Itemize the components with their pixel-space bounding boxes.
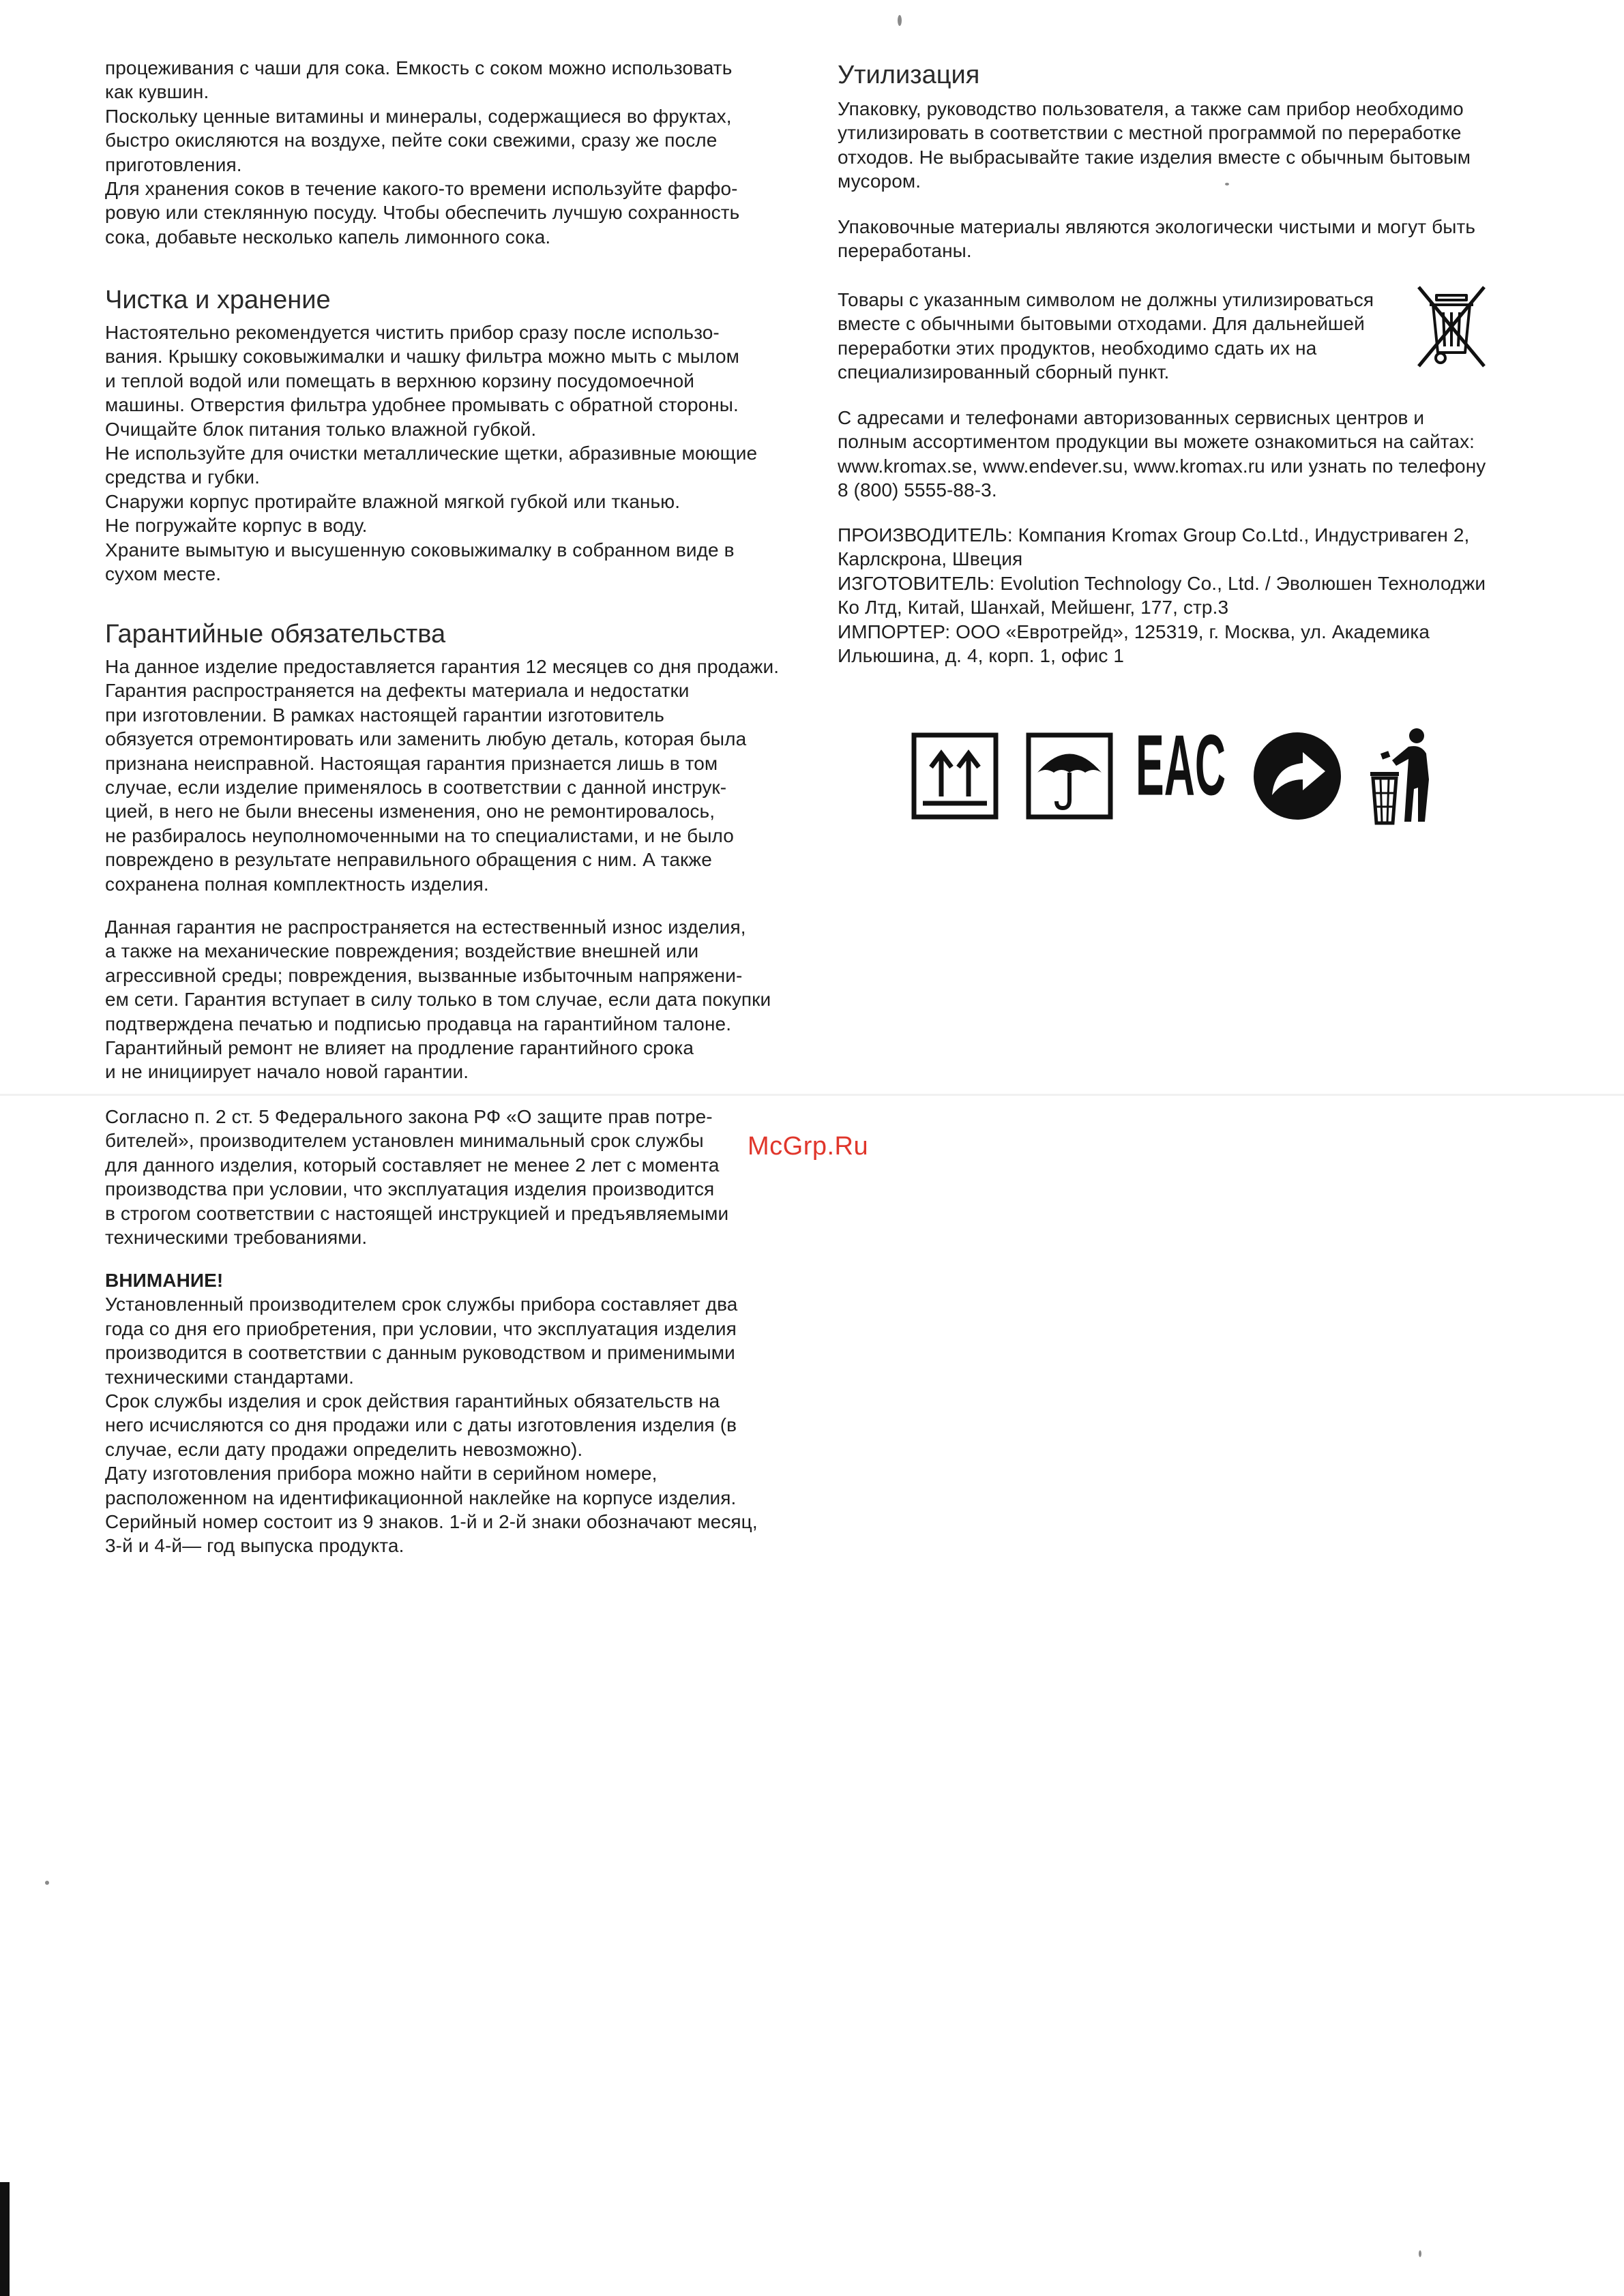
text-line: ИЗГОТОВИТЕЛЬ: Evolution Technology Co., Ltd. / Эволюшен Технолоджи (838, 572, 1486, 594)
text-line: вместе с обычными бытовыми отходами. Для дальнейшей (838, 313, 1365, 335)
text-line: Ильюшина, д. 4, корп. 1, офис 1 (838, 645, 1125, 667)
text-line: ровую или стеклянную посуду. Чтобы обеспечить лучшую сохранность (105, 202, 740, 224)
text-line: специализированный сборный пункт. (838, 361, 1170, 383)
attention-title: ВНИМАНИЕ! (105, 1270, 224, 1291)
text-line: производится в соответствии с данным руководством и применимыми (105, 1342, 735, 1364)
text-line: как кувшин. (105, 81, 209, 103)
text-line: Настоятельно рекомендуется чистить прибор сразу после использо- (105, 322, 720, 343)
scan-speck (898, 15, 902, 26)
text-line: машины. Отверстия фильтра удобнее промывать с обратной стороны. (105, 394, 739, 416)
contacts-paragraph (838, 406, 1486, 503)
text-line: него исчисляются со дня продажи или с даты изготовления изделия (в (105, 1414, 737, 1436)
text-line: вания. Крышку соковыжималки и чашку фильтра можно мыть с мылом (105, 346, 739, 368)
warranty-paragraph-2 (105, 915, 771, 1084)
text-line: производства при условии, что эксплуатация изделия производится (105, 1178, 715, 1200)
text-line: ем сети. Гарантия вступает в силу только в том случае, если дата покупки (105, 989, 771, 1011)
text-line: агрессивной среды; повреждения, вызванные избыточным напряжени- (105, 964, 743, 986)
text-line: а также на механические повреждения; воздействие внешней или (105, 940, 699, 962)
text-line: процеживания с чаши для сока. Емкость с соком можно использовать (105, 57, 733, 78)
text-line: расположенном на идентификационной наклейке на корпусе изделия. (105, 1487, 737, 1508)
text-line: сухом месте. (105, 563, 222, 585)
text-line: Товары с указанным символом не должны утилизироваться (838, 289, 1374, 310)
scan-speck (45, 1881, 49, 1885)
certification-icons-row (911, 717, 1443, 830)
scan-speck (1419, 2250, 1421, 2257)
text-line: отходов. Не выбрасывайте такие изделия вместе с обычным бытовым (838, 146, 1471, 168)
text-line: в строгом соответствии с настоящей инструкцией и предъявляемыми (105, 1202, 729, 1224)
text-line: при изготовлении. В рамках настоящей гарантии изготовитель (105, 704, 664, 726)
text-line: Карлскрона, Швеция (838, 548, 1023, 570)
text-line: ПРОИЗВОДИТЕЛЬ: Компания Kromax Group Co.Ltd., Индустриваген 2, (838, 524, 1470, 546)
text-line: Не погружайте корпус в воду. (105, 515, 368, 537)
text-line: Храните вымытую и высушенную соковыжималку в собранном виде в (105, 539, 735, 561)
text-line: Гарантия распространяется на дефекты материала и недостатки (105, 680, 690, 702)
text-line: средства и губки. (105, 466, 260, 488)
text-line: ИМПОРТЕР: ООО «Евротрейд», 125319, г. Москва, ул. Академика (838, 621, 1430, 642)
recycle-arrow-icon (1252, 730, 1344, 822)
warranty-paragraph-1 (105, 655, 779, 896)
disposal-paragraph-1 (838, 97, 1471, 194)
cleaning-paragraph (105, 320, 757, 586)
manufacturer-paragraph (838, 523, 1486, 668)
text-line: переработки этих продуктов, необходимо сдать их на (838, 337, 1317, 359)
crossed-out-wheelie-bin-icon (1411, 282, 1492, 374)
eac-mark-text: EAC (1136, 717, 1226, 814)
text-line: техническими стандартами. (105, 1366, 354, 1388)
text-line: повреждено в результате неправильного обращения с ним. А также (105, 849, 712, 871)
text-line: Согласно п. 2 ст. 5 Федерального закона РФ «О защите прав потре- (105, 1106, 713, 1127)
text-line: сока, добавьте несколько капель лимонного сока. (105, 226, 551, 248)
text-line: 8 (800) 5555-88-3. (838, 479, 997, 501)
text-line: утилизировать в соответствии с местной программой по переработке (838, 122, 1462, 144)
scan-edge-bar (0, 2182, 10, 2296)
text-line: Ко Лтд, Китай, Шанхай, Мейшенг, 177, стр.3 (838, 597, 1229, 618)
text-line: техническими требованиями. (105, 1227, 368, 1249)
text-line: Установленный производителем срок службы прибора составляет два (105, 1294, 738, 1315)
keep-dry-umbrella-icon (1025, 732, 1114, 820)
text-line: случае, если дату продажи определить невозможно). (105, 1438, 583, 1460)
text-line: Снаружи корпус протирайте влажной мягкой губкой или тканью. (105, 490, 681, 512)
text-line: года со дня его приобретения, при условии, что эксплуатация изделия (105, 1317, 737, 1339)
text-line: Упаковку, руководство пользователя, а также сам прибор необходимо (838, 98, 1464, 119)
text-line: Для хранения соков в течение какого-то времени используйте фарфо- (105, 178, 738, 200)
text-line: сохранена полная комплектность изделия. (105, 873, 489, 895)
text-line: цией, в него не были внесены изменения, оно не ремонтировалось, (105, 801, 715, 822)
text-line: Не используйте для очистки металлические щетки, абразивные моющие (105, 443, 758, 464)
text-line: Дату изготовления прибора можно найти в серийном номере, (105, 1463, 658, 1485)
text-line: быстро окисляются на воздухе, пейте соки свежими, сразу же после (105, 130, 718, 151)
text-line: признана неисправной. Настоящая гарантия признается лишь в том (105, 752, 718, 774)
text-line: Упаковочные материалы являются экологически чистыми и могут быть (838, 216, 1476, 237)
text-line: полным ассортиментом продукции вы можете ознакомиться на сайтах: (838, 431, 1475, 453)
tidy-man-icon (1361, 726, 1443, 829)
text-line: подтверждена печатью и подписью продавца на гарантийном талоне. (105, 1013, 732, 1034)
text-line: для данного изделия, который составляет не менее 2 лет с момента (105, 1154, 720, 1176)
text-line: мусором. (838, 170, 921, 192)
text-line: и не инициирует начало новой гарантии. (105, 1061, 469, 1083)
disposal-paragraph-3 (838, 288, 1374, 385)
text-line: и теплой водой или помещать в верхнюю корзину посудомоечной (105, 370, 695, 391)
text-line: приготовления. (105, 153, 242, 175)
scan-speck (1225, 183, 1229, 185)
intro-paragraph (105, 56, 739, 249)
watermark-text: McGrp.Ru (748, 1132, 869, 1161)
text-line: переработаны. (838, 240, 972, 262)
text-line: 3-й и 4-й— год выпуска продукта. (105, 1535, 404, 1557)
cleaning-heading: Чистка и хранение (105, 286, 331, 314)
text-line: бителей», производителем установлен минимальный срок службы (105, 1130, 704, 1152)
text-line: случае, если изделие применялось в соответствии с данной инструк- (105, 777, 727, 799)
text-line: На данное изделие предоставляется гарантия 12 месяцев со дня продажи. (105, 656, 780, 677)
text-line: Гарантийный ремонт не влияет на продление гарантийного срока (105, 1037, 694, 1059)
warranty-paragraph-3 (105, 1105, 728, 1249)
page-fold-line (0, 1094, 1624, 1096)
attention-block (105, 1268, 758, 1558)
text-line: С адресами и телефонами авторизованных сервисных центров и (838, 407, 1425, 428)
eac-mark-icon (1136, 717, 1228, 820)
text-line: www.kromax.se, www.endever.su, www.kromax.ru или узнать по телефону (838, 455, 1486, 477)
text-line: обязуется отремонтировать или заменить любую деталь, которая была (105, 728, 747, 750)
warranty-heading: Гарантийные обязательства (105, 620, 446, 648)
disposal-heading: Утилизация (838, 61, 980, 89)
disposal-paragraph-2 (838, 215, 1475, 263)
text-line: Поскольку ценные витамины и минералы, содержащиеся во фруктах, (105, 105, 732, 127)
text-line: Данная гарантия не распространяется на естественный износ изделия, (105, 916, 746, 938)
text-line: не разбиралось неуполномоченными на то специалистами, и не было (105, 824, 734, 846)
text-line: Серийный номер состоит из 9 знаков. 1-й и 2-й знаки обозначают месяц, (105, 1511, 758, 1533)
text-line: Очищайте блок питания только влажной губкой. (105, 418, 537, 440)
text-line: Срок службы изделия и срок действия гарантийных обязательств на (105, 1390, 720, 1412)
this-way-up-icon (911, 732, 999, 820)
